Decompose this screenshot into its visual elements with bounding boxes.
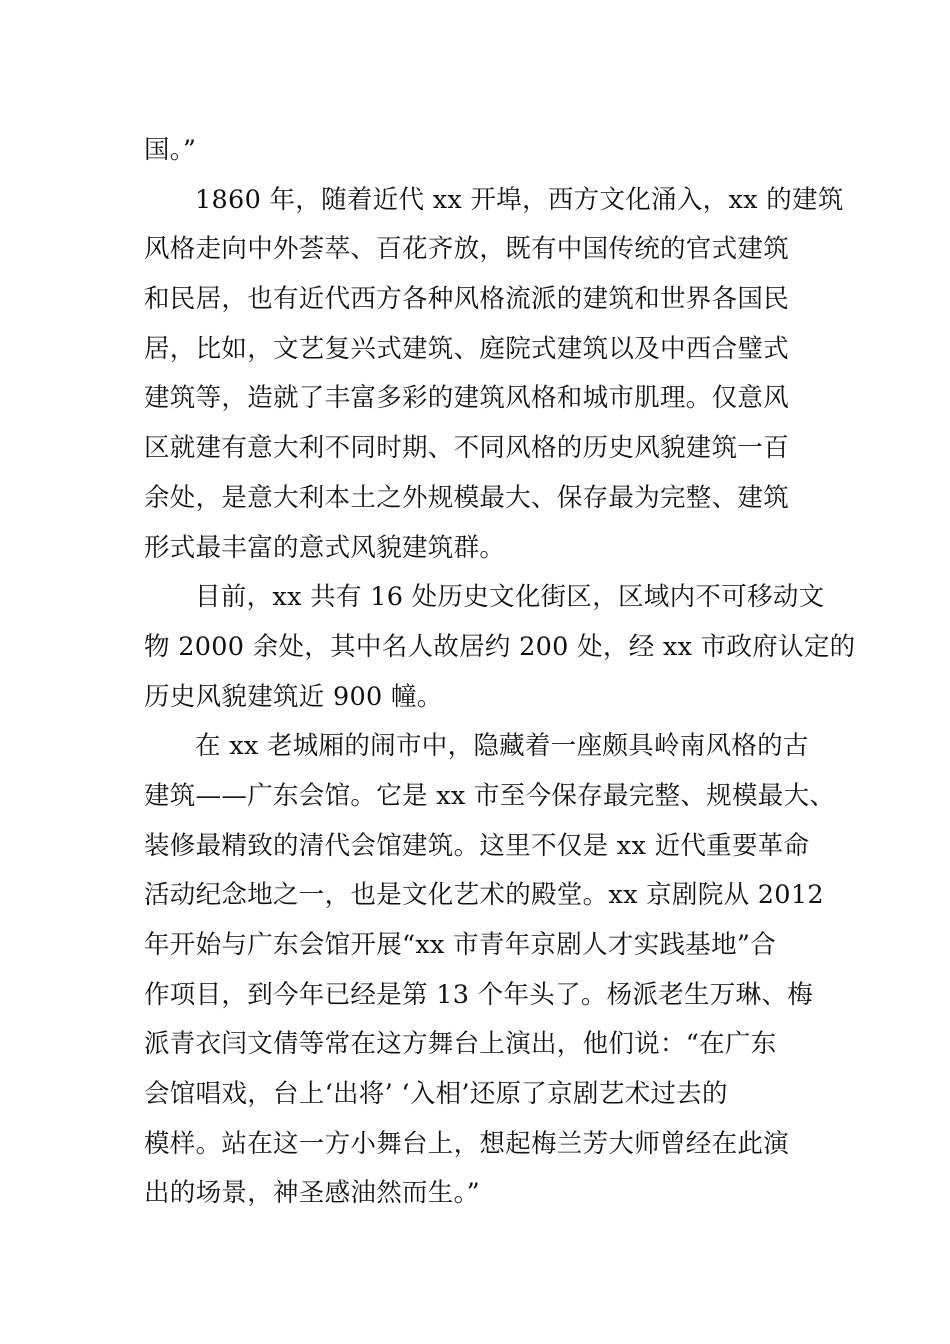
body-text — [144, 126, 856, 1219]
text-line: 出的场景，神圣感油然而生。” — [144, 1178, 480, 1209]
text-line: 作项目，到今年已经是第 13 个年头了。杨派老生万琳、梅 — [144, 979, 814, 1010]
text-line: 在 xx 老城厢的闹市中，隐藏着一座颇具岭南风格的古 — [195, 731, 809, 762]
text-line: 区就建有意大利不同时期、不同风格的历史风貌建筑一百 — [144, 433, 790, 464]
text-line: 派青衣闫文倩等常在这方舞台上演出，他们说：“在广东 — [144, 1029, 777, 1060]
text-line: 装修最精致的清代会馆建筑。这里不仅是 xx 近代重要革命 — [144, 830, 810, 861]
text-line: 会馆唱戏，台上‘出将’ ‘入相’还原了京剧艺术过去的 — [144, 1079, 728, 1110]
text-line: 形式最丰富的意式风貌建筑群。 — [144, 532, 506, 563]
text-line: 风格走向中外荟萃、百花齐放，既有中国传统的官式建筑 — [144, 234, 790, 265]
text-line: 年开始与广东会馆开展“xx 市青年京剧人才实践基地”合 — [144, 930, 777, 960]
text-line: 物 2000 余处，其中名人故居约 200 处，经 xx 市政府认定的 — [144, 631, 856, 662]
text-line: 和民居，也有近代西方各种风格流派的建筑和世界各国民 — [144, 284, 790, 315]
text-line: 模样。站在这一方小舞台上，想起梅兰芳大师曾经在此演 — [144, 1128, 790, 1159]
text-line: 1860 年，随着近代 xx 开埠，西方文化涌入，xx 的建筑 — [195, 184, 844, 215]
text-line: 建筑等，造就了丰富多彩的建筑风格和城市肌理。仅意风 — [144, 383, 790, 414]
text-line: 目前，xx 共有 16 处历史文化街区，区域内不可移动文 — [195, 582, 825, 613]
text-line: 历史风貌建筑近 900 幢。 — [144, 681, 443, 712]
text-line: 居，比如，文艺复兴式建筑、庭院式建筑以及中西合璧式 — [144, 333, 790, 364]
text-line: 活动纪念地之一，也是文化艺术的殿堂。xx 京剧院从 2012 — [144, 880, 824, 911]
text-line: 建筑——广东会馆。它是 xx 市至今保存最完整、规模最大、 — [144, 780, 836, 811]
text-line: 余处，是意大利本土之外规模最大、保存最为完整、建筑 — [144, 482, 790, 513]
text-line: 国。” — [144, 135, 197, 165]
